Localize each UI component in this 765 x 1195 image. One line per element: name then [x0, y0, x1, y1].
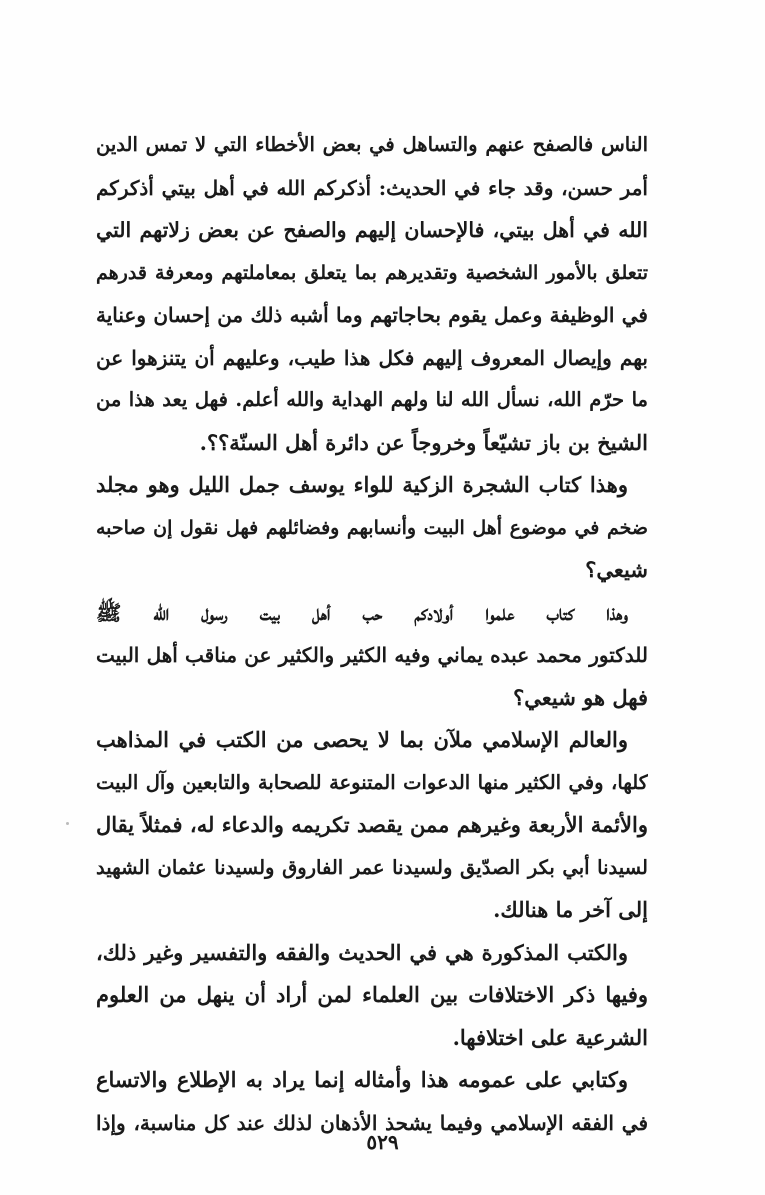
- text-line: شيعي؟: [585, 557, 648, 582]
- paragraph: [96, 932, 648, 1060]
- text-line: والعالم الإسلامي ملآن بما لا يحصى من الكتب في المذاهب: [96, 727, 628, 752]
- text-line: تتعلق بالأمور الشخصية وتقديرهم بما يتعلق بمعاملتهم ومعرفة قدرهم: [96, 261, 648, 284]
- text-line: إلى آخر ما هنالك.: [493, 897, 648, 922]
- text-line: الناس فالصفح عنهم والتساهل في بعض الأخطاء التي لا تمس الدين: [96, 133, 648, 156]
- text-line: وفيها ذكر الاختلافات بين العلماء لمن أراد أن ينهل من العلوم: [96, 982, 648, 1007]
- text-line: وهذا كتاب علموا أولادكم حب أهل بيت رسول الله ﷺ: [96, 599, 628, 625]
- text-line: وهذا كتاب الشجرة الزكية للواء يوسف جمل الليل وهو مجلد: [96, 472, 628, 497]
- text-line: في الفقه الإسلامي وفيما يشحذ الأذهان لذلك عند كل مناسبة، وإذا: [96, 1110, 648, 1135]
- text-line: أمر حسن، وقد جاء في الحديث: أذكركم الله في أهل بيتي أذكركم: [96, 175, 648, 200]
- text-line: ضخم في موضوع أهل البيت وأنسابهم وفضائلهم فهل نقول إن صاحبه: [96, 516, 648, 539]
- body-text: [96, 124, 648, 1144]
- page-number: ٥٢٩: [366, 1130, 399, 1154]
- text-line: وكتابي على عمومه هذا وأمثاله إنما يراد به الإطلاع والاتساع: [96, 1067, 628, 1092]
- text-line: ما حرّم الله، نسأل الله لنا ولهم الهداية والله أعلم. فهل يعد هذا من: [96, 388, 648, 411]
- text-line: والأئمة الأربعة وغيرهم ممن يقصد تكريمه والدعاء له، فمثلاً يقال: [96, 812, 648, 837]
- text-line: الشرعية على اختلافها.: [452, 1024, 648, 1050]
- paragraph: [96, 124, 648, 464]
- text-line: الشيخ بن باز تشيّعاً وخروجاً عن دائرة أهل السنّة؟؟.: [199, 429, 648, 455]
- scan-speck: [66, 822, 69, 825]
- text-line: بهم وإيصال المعروف إليهم فكل هذا طيب، وعليهم أن يتنزهوا عن: [96, 345, 648, 370]
- text-line: والكتب المذكورة هي في الحديث والفقه والتفسير وغير ذلك،: [96, 939, 628, 965]
- text-line: كلها، وفي الكثير منها الدعوات المتنوعة للصحابة والتابعين وآل البيت: [96, 770, 648, 794]
- text-line: فهل هو شيعي؟: [513, 684, 648, 710]
- text-line: في الوظيفة وعمل يقوم بحاجاتهم وما أشبه ذلك من إحسان وعناية: [96, 303, 648, 327]
- text-line: لسيدنا أبي بكر الصدّيق ولسيدنا عمر الفاروق ولسيدنا عثمان الشهيد: [96, 855, 648, 879]
- paragraph: [96, 719, 648, 932]
- paragraph: [96, 464, 648, 592]
- text-line: للدكتور محمد عبده يماني وفيه الكثير والكثير عن مناقب أهل البيت: [96, 643, 648, 667]
- text-line: الله في أهل بيتي، فالإحسان إليهم والصفح عن بعض زلاتهم التي: [96, 218, 648, 242]
- paragraph: [96, 592, 648, 720]
